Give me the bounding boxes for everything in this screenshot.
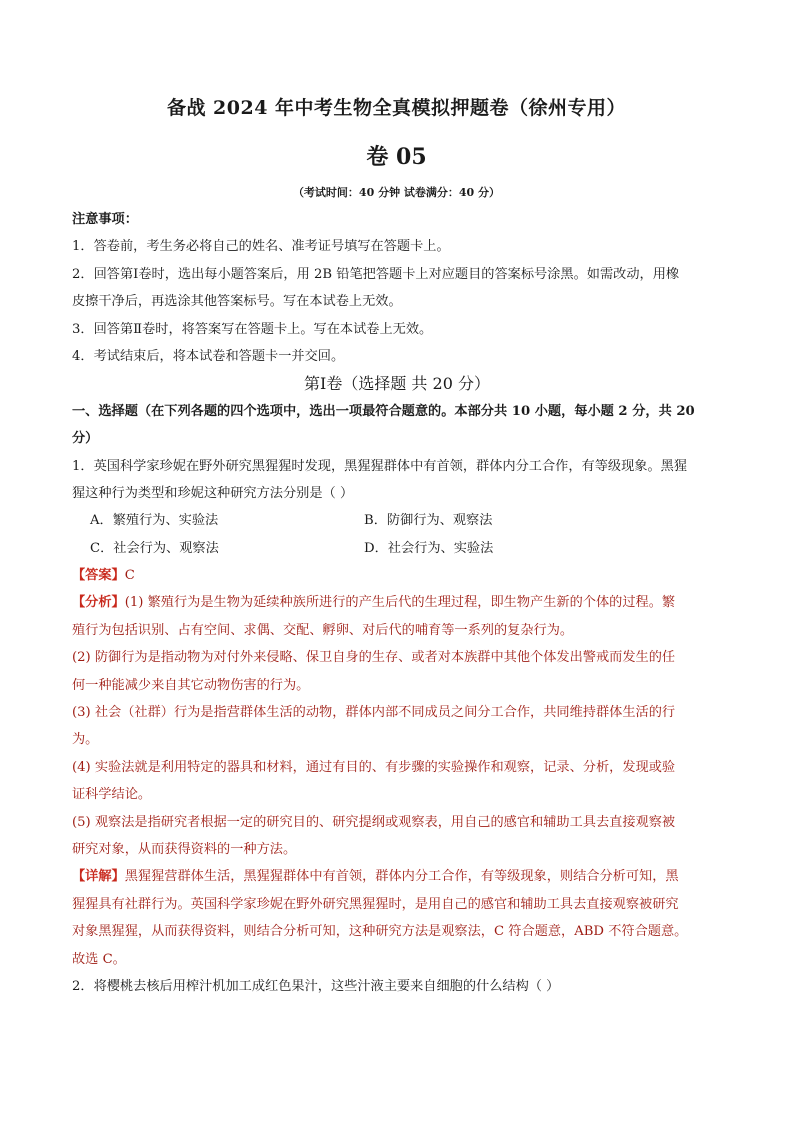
detail-line: 对象黑猩猩，从而获得资料，则结合分析可知，这种研究方法是观察法，C 符合题意，ABD 不符合题意。 xyxy=(72,924,688,940)
notice-item: 3．回答第Ⅱ卷时，将答案写在答题卡上。写在本试卷上无效。 xyxy=(72,321,433,337)
detail-line xyxy=(72,863,722,890)
analysis-line: (4) 实验法就是利用特定的器具和材料，通过有目的、有步骤的实验操作和观察，记录、分析，发现或验 xyxy=(72,759,676,775)
document-body xyxy=(72,206,722,1000)
detail-text: 黑猩猩营群体生活，黑猩猩群体中有首领，群体内分工合作，有等级现象，则结合分析可知，黑 xyxy=(124,869,679,885)
notice-item: 2．回答第Ⅰ卷时，选出每小题答案后，用 2B 铅笔把答题卡上对应题目的答案标号涂黑。如需改动，用橡 xyxy=(72,266,680,282)
question-1-options-row xyxy=(72,535,722,562)
analysis-line: (3) 社会（社群）行为是指营群体生活的动物，群体内部不同成员之间分工合作，共同维持群体生活的行 xyxy=(72,705,676,721)
analysis-line xyxy=(72,589,722,616)
analysis-line: (5) 观察法是指研究者根据一定的研究目的、研究提纲或观察表，用自己的感官和辅助工具去直接观察被 xyxy=(72,814,676,830)
notice-item: 皮擦干净后，再选涂其他答案标号。写在本试卷上无效。 xyxy=(72,294,402,310)
section-title: 第Ⅰ卷（选择题 共 20 分） xyxy=(304,374,490,394)
answer-value: C xyxy=(124,568,135,584)
option-a: A．繁殖行为、实验法 xyxy=(90,513,219,529)
analysis-line: 研究对象，从而获得资料的一种方法。 xyxy=(72,841,297,857)
option-c: C．社会行为、观察法 xyxy=(90,540,219,556)
question-1-stem: 1．英国科学家珍妮在野外研究黑猩猩时发现，黑猩猩群体中有首领，群体内分工合作，有等级现象。黑猩 xyxy=(72,458,688,474)
analysis-text: (1) 繁殖行为是生物为延续种族所进行的产生后代的生理过程，即生物产生新的个体的过程。繁 xyxy=(124,595,676,611)
notice-heading: 注意事项： xyxy=(72,212,138,227)
option-d: D．社会行为、实验法 xyxy=(364,540,494,556)
part-intro-line: 分） xyxy=(72,431,99,447)
question-1-stem: 猩这种行为类型和珍妮这种研究方法分别是（ ） xyxy=(72,485,354,501)
part-intro-line: 一、选择题（在下列各题的四个选项中，选出一项最符合题意的。本部分共 10 小题，每小题 2 分，共 20 xyxy=(72,403,695,419)
option-b: B．防御行为、观察法 xyxy=(364,513,493,529)
notice-item: 1．答卷前，考生务必将自己的姓名、准考证号填写在答题卡上。 xyxy=(72,239,450,255)
question-2-stem: 2．将樱桃去核后用榨汁机加工成红色果汁，这些汁液主要来自细胞的什么结构（ ） xyxy=(72,978,560,994)
exam-volume: 卷 05 xyxy=(366,144,427,170)
detail-line: 猩猩具有社群行为。英国科学家珍妮在野外研究黑猩猩时，是用自己的感官和辅助工具去直接观察被研究 xyxy=(72,896,679,912)
analysis-line: (2) 防御行为是指动物为对付外来侵略、保卫自身的生存、或者对本族群中其他个体发出警戒而发生的任 xyxy=(72,650,676,666)
analysis-line: 殖行为包括识别、占有空间、求偶、交配、孵卵、对后代的哺育等一系列的复杂行为。 xyxy=(72,622,574,638)
detail-line: 故选 C。 xyxy=(72,951,126,967)
notice-item: 4．考试结束后，将本试卷和答题卡一并交回。 xyxy=(72,348,345,364)
detail-tag: 【详解】 xyxy=(72,869,125,885)
answer-tag: 【答案】 xyxy=(72,568,125,584)
analysis-tag: 【分析】 xyxy=(72,595,125,611)
analysis-line: 为。 xyxy=(72,732,99,748)
analysis-line: 何一种能减少来自其它动物伤害的行为。 xyxy=(72,677,310,693)
answer-line xyxy=(72,562,722,589)
exam-info: （考试时间：40 分钟 试卷满分：40 分） xyxy=(292,186,501,199)
question-1-options-row xyxy=(72,507,722,534)
exam-title: 备战 2024 年中考生物全真模拟押题卷（徐州专用） xyxy=(166,97,627,119)
analysis-line: 证科学结论。 xyxy=(72,787,152,803)
